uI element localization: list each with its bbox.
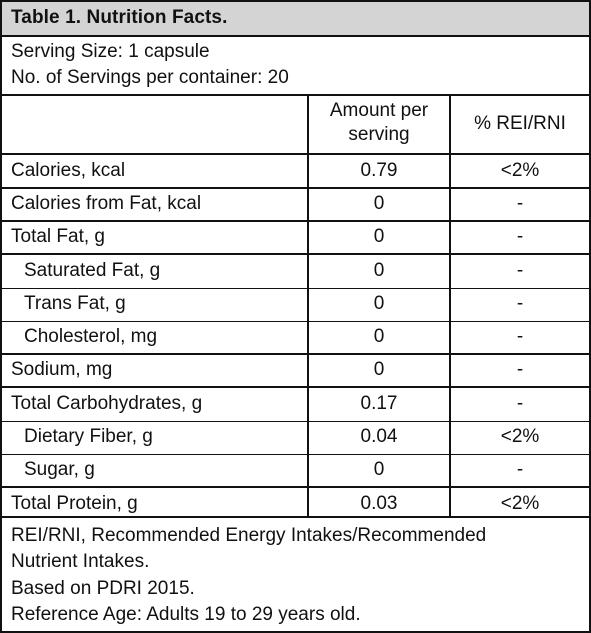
row-nutrient-name: Total Fat, g [11, 226, 105, 247]
row-nutrient-name: Sugar, g [24, 459, 95, 480]
row-nutrient-name: Dietary Fiber, g [24, 426, 153, 447]
row-nutrient-name: Total Carbohydrates, g [11, 393, 203, 414]
footnote-line: Based on PDRI 2015. [11, 577, 195, 599]
footnote-line: REI/RNI, Recommended Energy Intakes/Recommended [11, 525, 487, 546]
row-amount: 0 [373, 293, 385, 314]
row-rei-rni: - [516, 459, 524, 480]
row-rei-rni: - [516, 393, 524, 414]
row-divider [2, 454, 589, 455]
header-divider [2, 153, 589, 155]
row-rei-rni: <2% [500, 160, 540, 181]
row-amount: 0.03 [360, 493, 398, 514]
row-divider [2, 187, 589, 189]
row-divider [2, 253, 589, 255]
row-divider [2, 288, 589, 289]
row-amount: 0 [373, 193, 385, 214]
servings-per-container: No. of Servings per container: 20 [11, 67, 289, 88]
column-header-rei-rni: % REI/RNI [474, 113, 566, 134]
row-amount: 0.17 [360, 393, 398, 414]
row-amount: 0.79 [360, 160, 398, 181]
serving-size: Serving Size: 1 capsule [11, 41, 210, 62]
row-nutrient-name: Cholesterol, mg [24, 326, 158, 347]
row-rei-rni: <2% [500, 493, 540, 514]
row-nutrient-name: Calories, kcal [11, 160, 126, 181]
row-divider [2, 386, 589, 388]
row-amount: 0 [373, 226, 385, 247]
footer-divider [2, 516, 589, 518]
table-title-bar [2, 2, 589, 37]
row-divider [2, 321, 589, 322]
row-divider [2, 220, 589, 222]
row-nutrient-name: Total Protein, g [11, 493, 138, 514]
row-amount: 0.04 [360, 426, 398, 447]
table-title: Table 1. Nutrition Facts. [11, 7, 228, 28]
row-nutrient-name: Calories from Fat, kcal [11, 193, 202, 214]
row-amount: 0 [373, 260, 385, 281]
row-rei-rni: - [516, 359, 524, 380]
row-amount: 0 [373, 326, 385, 347]
row-rei-rni: <2% [500, 426, 540, 447]
row-divider [2, 486, 589, 488]
serving-info [2, 37, 589, 96]
row-nutrient-name: Sodium, mg [11, 359, 113, 380]
row-rei-rni: - [516, 226, 524, 247]
table-footnotes [11, 523, 581, 628]
row-rei-rni: - [516, 193, 524, 214]
footnote-line: Reference Age: Adults 19 to 29 years old. [11, 603, 361, 625]
footnote-line: Nutrient Intakes. [11, 551, 150, 573]
row-rei-rni: - [516, 293, 524, 314]
row-divider [2, 353, 589, 355]
row-amount: 0 [373, 459, 385, 480]
column-header-amount: Amount per serving [329, 100, 429, 145]
row-rei-rni: - [516, 260, 524, 281]
row-nutrient-name: Trans Fat, g [24, 293, 126, 314]
row-nutrient-name: Saturated Fat, g [24, 260, 161, 281]
row-amount: 0 [373, 359, 385, 380]
row-divider [2, 421, 589, 422]
row-rei-rni: - [516, 326, 524, 347]
